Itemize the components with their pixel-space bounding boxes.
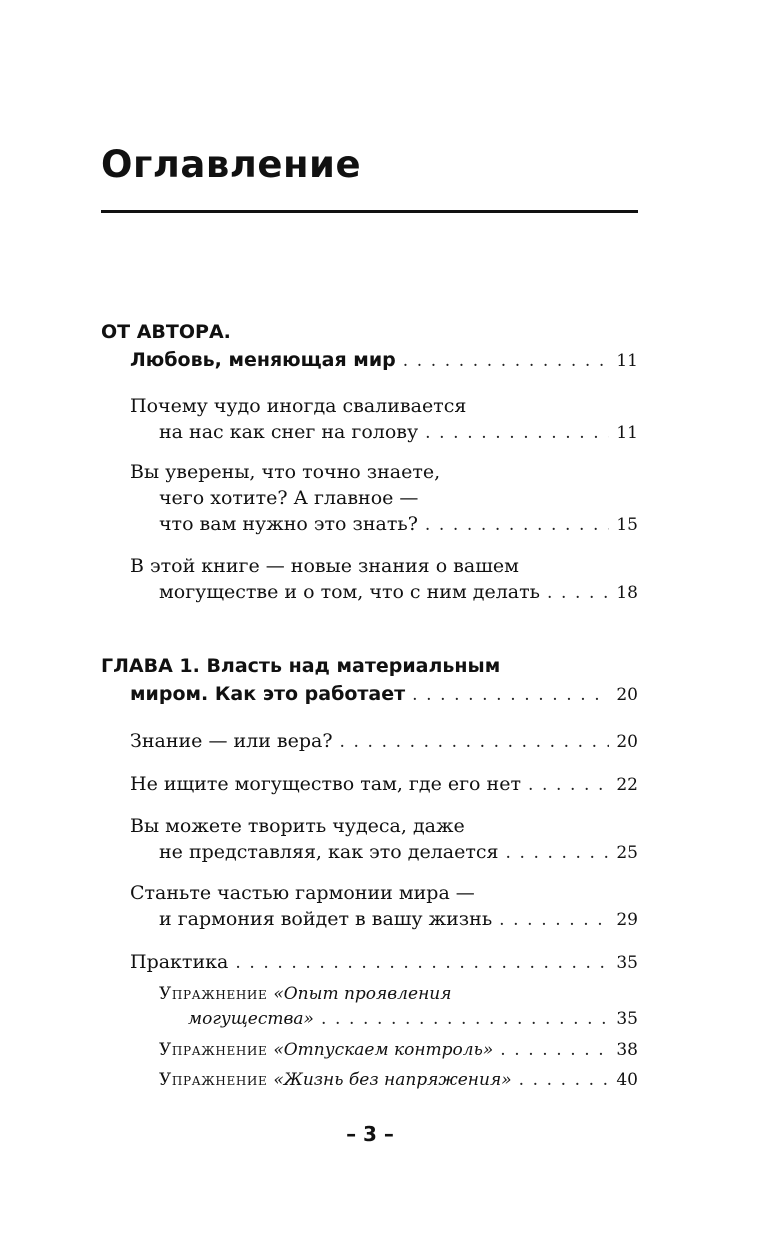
dot-leader — [547, 579, 609, 606]
toc-page-number: 22 — [616, 775, 638, 795]
page-title: Оглавление — [101, 143, 362, 186]
toc-entry-exercise[interactable]: Упражнение «Опыт проявления — [159, 984, 452, 1004]
toc-page-number: 35 — [616, 1009, 638, 1029]
toc-entry-line[interactable]: что вам нужно это знать? . . . 15 — [159, 510, 638, 538]
toc-page-number: 15 — [616, 515, 638, 535]
toc-entry-line[interactable]: Знание — или вера? . . . 20 — [130, 727, 638, 755]
toc-entry-title: миром. Как это работает — [130, 683, 406, 705]
toc-page-number: 38 — [616, 1040, 638, 1060]
dot-leader — [519, 1066, 610, 1094]
dot-leader — [403, 347, 610, 374]
dot-leader — [235, 949, 609, 976]
toc-entry-line[interactable]: чего хотите? А главное — — [159, 487, 419, 509]
toc-page-number: 18 — [616, 583, 638, 603]
toc-entry-author-label[interactable]: ОТ АВТОРА. — [101, 321, 231, 343]
dot-leader — [340, 728, 610, 755]
toc-entry-line[interactable]: могуществе и о том, что с ним делать . . . 18 — [159, 578, 638, 606]
toc-page-number: 40 — [616, 1070, 638, 1090]
dot-leader — [412, 681, 609, 708]
toc-entry-line[interactable]: Станьте частью гармонии мира — — [130, 882, 475, 904]
toc-page-number: 25 — [616, 843, 638, 863]
dot-leader — [499, 906, 609, 933]
toc-entry-chapter1-label[interactable]: ГЛАВА 1. Власть над материальным — [101, 655, 501, 677]
toc-entry-exercise[interactable]: могущества» . . . 35 — [188, 1005, 638, 1033]
toc-entry-line[interactable]: Не ищите могущество там, где его нет . . . 22 — [130, 770, 638, 798]
toc-entry-line[interactable]: В этой книге — новые знания о вашем — [130, 555, 519, 577]
toc-entry-title: Любовь, меняющая мир — [130, 349, 396, 371]
toc-page-number: 11 — [616, 423, 638, 443]
toc-entry-exercise[interactable]: Упражнение «Жизнь без напряжения» . . . 40 — [159, 1066, 638, 1094]
toc-page-number: 11 — [616, 351, 638, 371]
toc-entry-line[interactable]: не представляя, как это делается . . . 25 — [159, 838, 638, 866]
dot-leader — [425, 511, 609, 538]
page-number: – 3 – — [346, 1122, 394, 1146]
toc-entry-author[interactable] — [130, 346, 638, 374]
toc-page-number: 20 — [616, 685, 638, 705]
dot-leader — [528, 771, 609, 798]
dot-leader — [425, 419, 609, 446]
toc-page-number: 20 — [616, 732, 638, 752]
toc-entry-line[interactable]: Почему чудо иногда сваливается — [130, 395, 467, 417]
toc-entry-practice[interactable]: Практика . . . 35 — [130, 948, 638, 976]
dot-leader — [506, 839, 610, 866]
toc-page-number: 35 — [616, 953, 638, 973]
toc-entry-chapter1[interactable] — [130, 680, 638, 708]
dot-leader — [500, 1036, 609, 1064]
toc-entry-exercise[interactable]: Упражнение «Отпускаем контроль» . . . 38 — [159, 1036, 638, 1064]
toc-page-number: 29 — [616, 910, 638, 930]
toc-entry-line[interactable]: и гармония войдет в вашу жизнь . . . 29 — [159, 905, 638, 933]
toc-entry-line[interactable]: на нас как снег на голову . . . 11 — [159, 418, 638, 446]
toc-entry-line[interactable]: Вы уверены, что точно знаете, — [130, 461, 441, 483]
toc-entry-line[interactable]: Вы можете творить чудеса, даже — [130, 815, 465, 837]
dot-leader — [321, 1005, 609, 1033]
